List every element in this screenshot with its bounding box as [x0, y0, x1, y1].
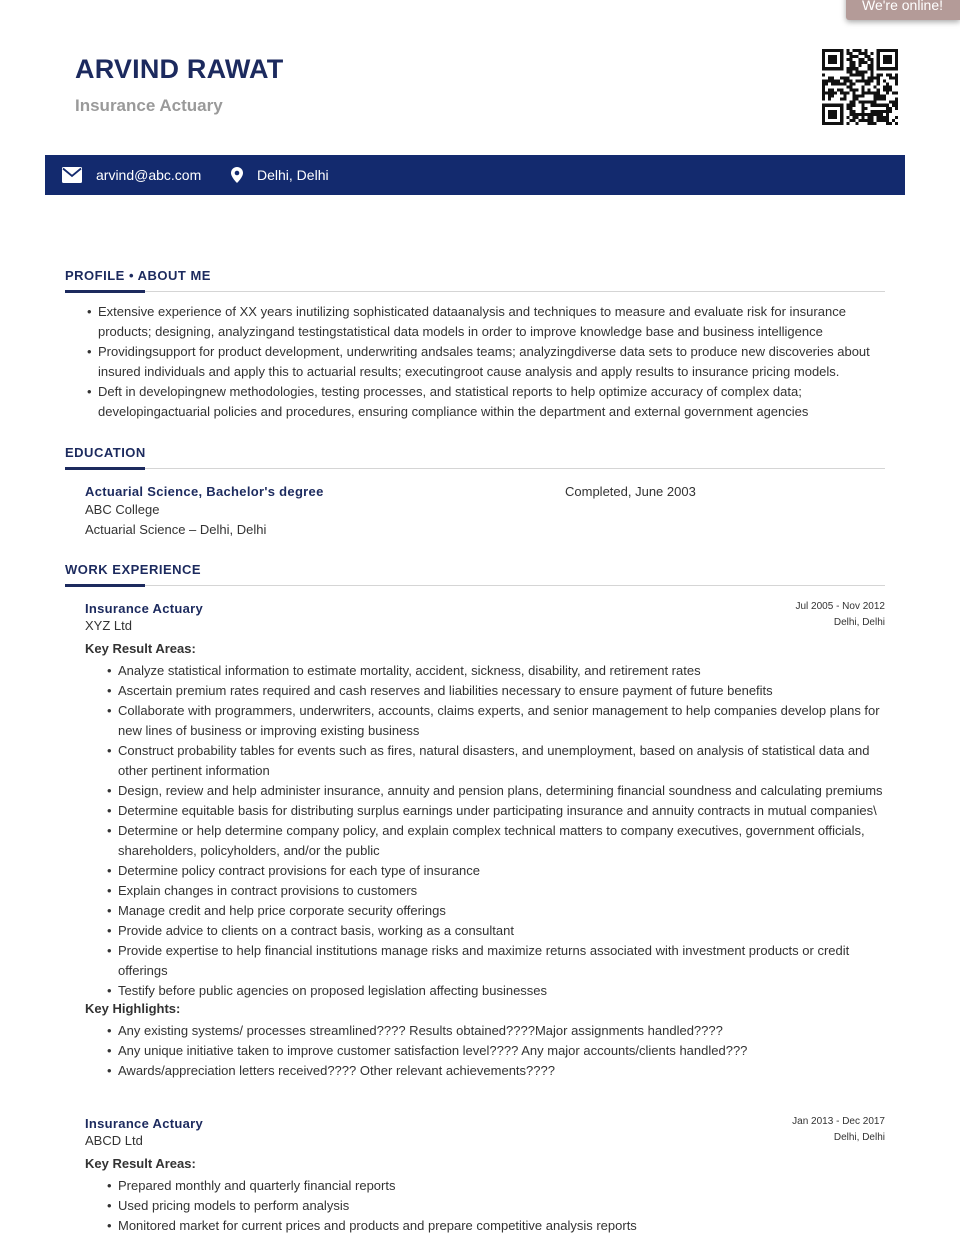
- map-pin-icon: [231, 167, 243, 183]
- list-item: • Used pricing models to perform analysis: [107, 1196, 885, 1216]
- list-item: • Construct probability tables for events such as fires, natural disasters, and unemployment, based on analysis of statistical data and other pertinent information: [107, 741, 885, 781]
- list-item: • Prepared monthly and quarterly financial reports: [107, 1176, 885, 1196]
- job-entry: [85, 1116, 885, 1236]
- list-item: • Ascertain premium rates required and cash reserves and liabilities necessary to ensure payment of future benefits: [107, 681, 885, 701]
- contact-email[interactable]: [62, 155, 201, 195]
- contact-email-text: arvind@abc.com: [96, 167, 202, 183]
- job-company: XYZ Ltd: [85, 618, 132, 633]
- list-item: • Deft in developingnew methodologies, testing processes, and statistical reports to help optimize accuracy of complex data; developingactuarial policies and procedures, ensuring compliance within the department and external government agencies: [87, 382, 885, 422]
- list-item: • Collaborate with programmers, underwriters, accounts, claims experts, and senior management to help companies develop plans for new lines of business or improving existing business: [107, 701, 885, 741]
- work-heading: WORK EXPERIENCE: [65, 562, 202, 577]
- education-degree: Actuarial Science, Bachelor's degree: [85, 484, 324, 499]
- education-heading: EDUCATION: [65, 445, 146, 460]
- job-kra-list: [107, 661, 885, 1001]
- qr-code-icon: [822, 49, 898, 125]
- contact-bar: [45, 155, 905, 195]
- job-kra-list: [107, 1176, 885, 1236]
- job-entry: [85, 601, 885, 1081]
- list-item: • Determine policy contract provisions for each type of insurance: [107, 861, 885, 881]
- list-item: • Providingsupport for product development, underwriting andsales teams; analyzingdiverse data sets to produce new discoveries about insured individuals and apply this to actuarial results; executingroot cause analysis and apply results to insurance pricing models.: [87, 342, 885, 382]
- job-dates-block: [792, 1114, 885, 1146]
- work-section: [65, 562, 885, 1236]
- job-kra-label: Key Result Areas:: [85, 1156, 196, 1171]
- list-item: • Provide advice to clients on a contract basis, working as a consultant: [107, 921, 885, 941]
- chat-online-label: We're online!: [862, 0, 944, 13]
- list-item: • Extensive experience of XX years inutilizing sophisticated dataanalysis and techniques to measure and evaluate risk for insurance products; designing, analyzingand testingstatistical data models in order to improve knowledge base and business intelligence: [87, 302, 885, 342]
- section-divider: [65, 584, 885, 587]
- job-title: Insurance Actuary: [85, 601, 204, 616]
- list-item: • Analyze statistical information to estimate mortality, accident, sickness, disability, and retirement rates: [107, 661, 885, 681]
- education-completed: Completed, June 2003: [565, 484, 696, 499]
- job-location: Delhi, Delhi: [833, 617, 885, 628]
- education-entry: [85, 484, 885, 540]
- job-title: Insurance Actuary: [85, 1116, 204, 1131]
- job-location: Delhi, Delhi: [833, 1132, 885, 1143]
- list-item: • Manage credit and help price corporate security offerings: [107, 901, 885, 921]
- list-item: • Awards/appreciation letters received???? Other relevant achievements????: [107, 1061, 885, 1081]
- list-item: • Determine equitable basis for distributing surplus earnings under participating insurance and annuity contracts in mutual companies\: [107, 801, 885, 821]
- chat-online-badge[interactable]: [846, 0, 960, 20]
- profile-heading: PROFILE • ABOUT ME: [65, 268, 211, 283]
- section-divider: [65, 467, 885, 470]
- envelope-icon: [62, 167, 82, 183]
- candidate-title: Insurance Actuary: [75, 96, 223, 115]
- job-highlights-label: Key Highlights:: [85, 1001, 181, 1016]
- list-item: • Determine or help determine company policy, and explain complex technical matters to company executives, government officials, shareholders, policyholders, and/or the public: [107, 821, 885, 861]
- job-dates: Jan 2013 - Dec 2017: [792, 1116, 885, 1127]
- list-item: • Any existing systems/ processes streamlined???? Results obtained????Major assignments handled????: [107, 1021, 885, 1041]
- list-item: • Design, review and help administer insurance, annuity and pension plans, determining financial soundness and calculating premiums: [107, 781, 885, 801]
- education-school: ABC College: [85, 502, 160, 517]
- section-divider: [65, 290, 885, 293]
- profile-section: [65, 268, 885, 422]
- list-item: • Testify before public agencies on proposed legislation affecting businesses: [107, 981, 885, 1001]
- job-kra-label: Key Result Areas:: [85, 641, 196, 656]
- list-item: • Explain changes in contract provisions to customers: [107, 881, 885, 901]
- list-item: • Monitored market for current prices and products and prepare competitive analysis reports: [107, 1216, 885, 1236]
- job-company: ABCD Ltd: [85, 1133, 143, 1148]
- job-dates: Jul 2005 - Nov 2012: [795, 601, 885, 612]
- education-section: [65, 445, 885, 540]
- contact-location: [231, 155, 329, 195]
- job-highlights-list: [107, 1021, 885, 1081]
- education-detail: Actuarial Science – Delhi, Delhi: [85, 522, 267, 537]
- list-item: • Any unique initiative taken to improve customer satisfaction level???? Any major accounts/clients handled???: [107, 1041, 885, 1061]
- contact-location-text: Delhi, Delhi: [257, 167, 329, 183]
- profile-list: [87, 302, 885, 422]
- job-dates-block: [795, 599, 885, 631]
- list-item: • Provide expertise to help financial institutions manage risks and maximize returns associated with investment products or credit offerings: [107, 941, 885, 981]
- candidate-name: ARVIND RAWAT: [75, 54, 284, 84]
